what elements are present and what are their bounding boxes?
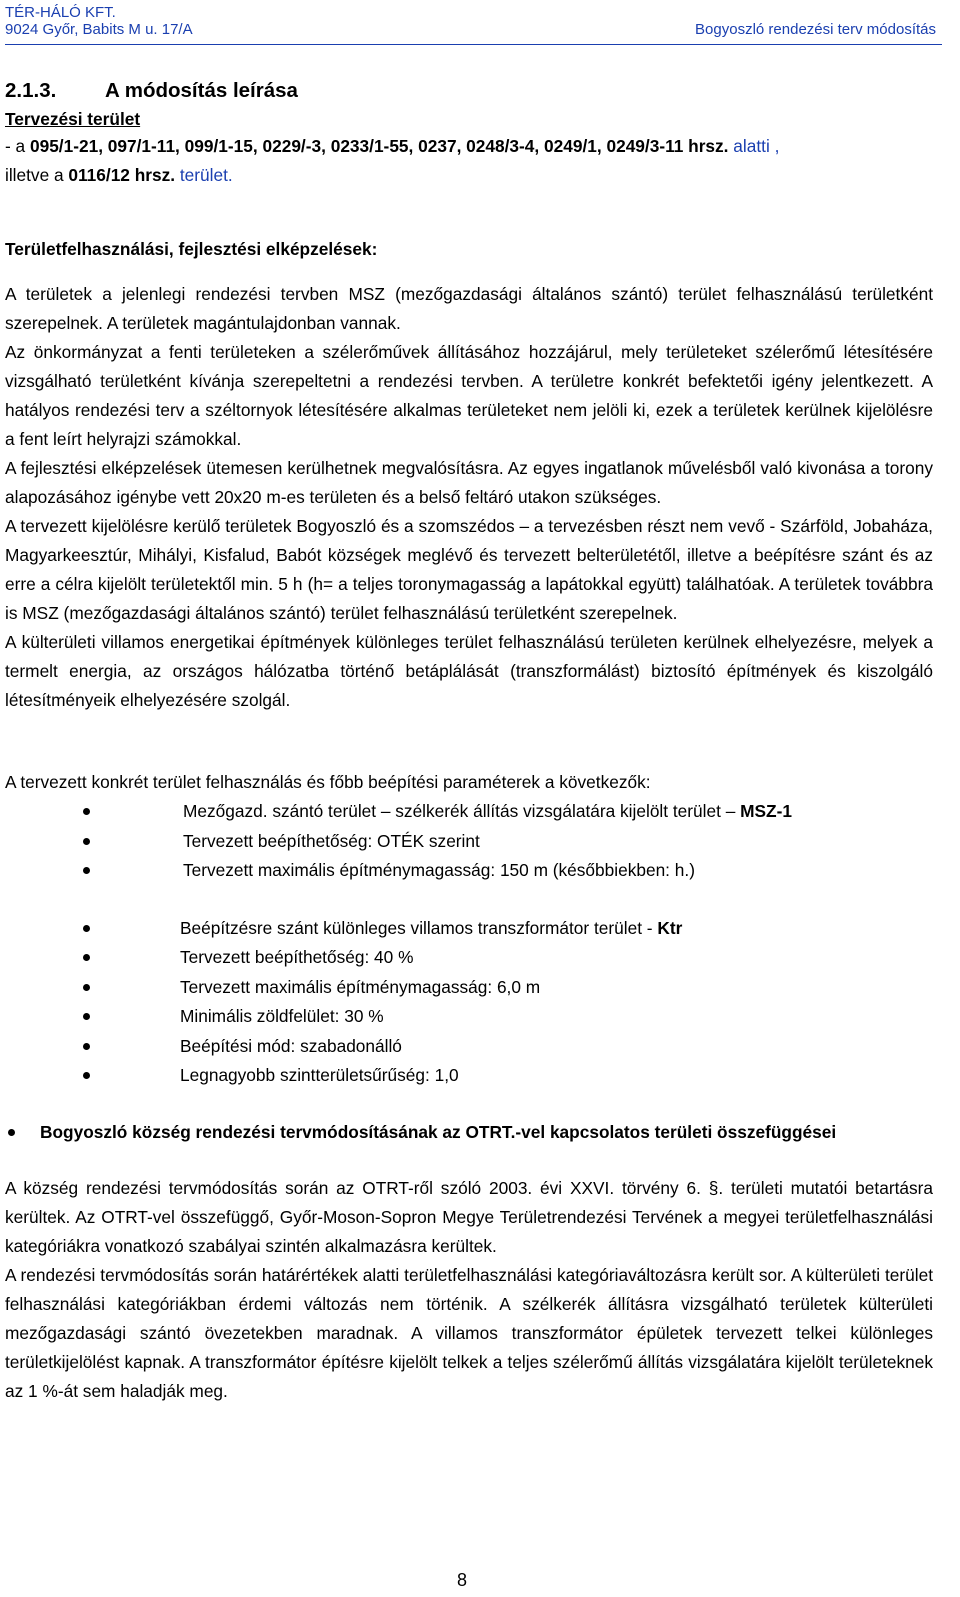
params-list-ktr	[5, 914, 933, 1091]
otrt-paragraph-2: A rendezési tervmódosítás során határértékek alatti területfelhasználási kategóriaváltozásra került sor. A külterületi terület felhasználási kategóriákban érdemi változás nem történik. A szélkerék állításra vizsgálható területek külterületi mezőgazdasági szántó övezetekben maradnak. A villamos transzformátor épületek tervezett telkei különleges területkijelölést kapnak. A transzformátor építésre kijelölt telkek a teljes szélerőmű állítás vizsgálatára kijelölt területeknek az 1 %-át sem haladják meg.	[5, 1264, 933, 1401]
area2-parcel: 0116/12 hrsz.	[68, 165, 176, 185]
bullet-icon	[83, 954, 90, 961]
bullet-icon	[83, 838, 90, 845]
list-item	[5, 1032, 933, 1062]
otrt-heading-text: Bogyoszló község rendezési tervmódosításának az OTRT.-vel kapcsolatos területi összefüggései	[40, 1121, 837, 1142]
usage-paragraph-4: A tervezett kijelölésre kerülő területek Bogyoszló és a szomszédos – a tervezésben részt nem vevő - Szárföld, Jobaháza, Magyarkeesztúr, Mihályi, Kisfalud, Babót községek meglévő és tervezett belterületétől, illetve a beépítésre szánt és az erre a célra kijelölt területektől min. 5 h (h= a teljes toronymagasság a lapátokkal együtt) találhatóak. A területek továbbra is MSZ (mezőgazdasági általános szántó) terület felhasználású területként szerepelnek.	[5, 516, 933, 623]
list-item-text: Minimális zöldfelület: 30 %	[180, 1006, 384, 1026]
params-list-msz	[5, 797, 933, 886]
section-title-text: A módosítás leírása	[105, 79, 298, 102]
area2-prefix: illetve a	[5, 165, 69, 185]
list-item-text: Beépítési mód: szabadonálló	[180, 1035, 402, 1056]
bullet-icon	[83, 984, 90, 991]
zone-code: MSZ-1	[740, 801, 792, 821]
list-item-text: Legnagyobb szintterületsűrűség: 1,0	[180, 1065, 459, 1085]
bullet-icon	[8, 1129, 15, 1136]
list-item	[5, 1002, 933, 1032]
list-item-text: Tervezett maximális építménymagasság: 150 m (későbbiekben: h.)	[183, 860, 695, 880]
planning-area-line-1	[5, 132, 933, 161]
section-number: 2.1.3.	[5, 79, 57, 102]
area-prefix: - a	[5, 136, 30, 156]
list-item	[5, 973, 933, 1003]
list-item-text: Tervezett beépíthetőség: 40 %	[180, 947, 414, 967]
usage-paragraph-2: Az önkormányzat a fenti területeken a szélerőművek állításához hozzájárul, mely területeket szélerőmű létesítésére vizsgálható területként kívánja szerepeltetni a rendezési tervben. A területre konkrét befektetői igény jelentkezett. A hatályos rendezési terv a széltornyok létesítésére alkalmas területeket nem jelöli ki, ezek a területek kerülnek kijelölésre a fent leírt helyrajzi számokkal.	[5, 342, 933, 449]
section-subtitle: Tervezési terület	[5, 109, 141, 129]
bullet-icon	[83, 1043, 90, 1050]
bullet-icon	[83, 1072, 90, 1079]
otrt-heading	[5, 1118, 933, 1147]
bullet-icon	[83, 867, 90, 874]
page-content	[5, 76, 933, 1406]
list-item	[5, 827, 933, 857]
usage-paragraph-3: A fejlesztési elképzelések ütemesen kerülhetnek megvalósításra. Az egyes ingatlanok művelésből való kivonása a torony alapozásához igénybe vett 20x20 m-es területen és a belső feltáró utakon szükséges.	[5, 458, 933, 507]
list-item-text: Tervezett beépíthetőség: OTÉK szerint	[183, 830, 480, 851]
list-item	[5, 856, 933, 886]
header-divider	[5, 44, 942, 45]
otrt-paragraph-1: A község rendezési tervmódosítás során az OTRT-ről szóló 2003. évi XXVI. törvény 6. §. területi mutatói betartásra kerültek. Az OTRT-vel összefüggő, Győr-Moson-Sopron Megye Területrendezési Tervének a megyei területfelhasználási kategóriákra vonatkozó szabályai szintén alkalmazásra kerültek.	[5, 1177, 933, 1256]
page-number: 8	[457, 1570, 468, 1590]
header-company: TÉR-HÁLÓ KFT.	[5, 4, 116, 21]
bullet-icon	[83, 1013, 90, 1020]
usage-paragraph-5: A külterületi villamos energetikai építmények különleges terület felhasználású területen kerülnek elhelyezésre, melyek a termelt energia, az országos hálózatba történő betáplálását (transzformálást) biztosító építmények és kiszolgáló létesítményeik elhelyezésére szolgál.	[5, 632, 933, 710]
area-suffix: alatti ,	[728, 136, 780, 156]
usage-paragraph-1: A területek a jelenlegi rendezési tervben MSZ (mezőgazdasági általános szántó) terület felhasználású területként szerepelnek. A területek magántulajdonban vannak.	[5, 284, 933, 333]
area2-suffix: terület.	[175, 165, 233, 185]
area-parcel-list: 095/1-21, 097/1-11, 099/1-15, 0229/-3, 0233/1-55, 0237, 0248/3-4, 0249/1, 0249/3-11 hrsz.	[29, 136, 729, 156]
usage-heading: Területfelhasználási, fejlesztési elképzelések:	[5, 239, 378, 259]
list-item-text: Tervezett maximális építménymagasság: 6,0 m	[180, 976, 541, 997]
list-item	[5, 1061, 933, 1091]
list-item-text: Beépítzésre szánt különleges villamos transzformátor terület -	[180, 917, 658, 938]
section-title	[5, 76, 933, 106]
zone-code: Ktr	[657, 917, 683, 938]
bullet-icon	[83, 808, 90, 815]
bullet-icon	[83, 925, 90, 932]
planning-area-line-2	[5, 161, 933, 190]
header-document-title: Bogyoszló rendezési terv módosítás	[695, 21, 936, 38]
list-item	[5, 943, 933, 973]
params-intro: A tervezett konkrét terület felhasználás és főbb beépítési paraméterek a következők:	[5, 772, 651, 792]
list-item	[5, 797, 933, 827]
list-item-text: Mezőgazd. szántó terület – szélkerék állítás vizsgálatára kijelölt terület –	[183, 801, 741, 821]
list-item	[5, 914, 933, 944]
header-address: 9024 Győr, Babits M u. 17/A	[5, 21, 193, 38]
